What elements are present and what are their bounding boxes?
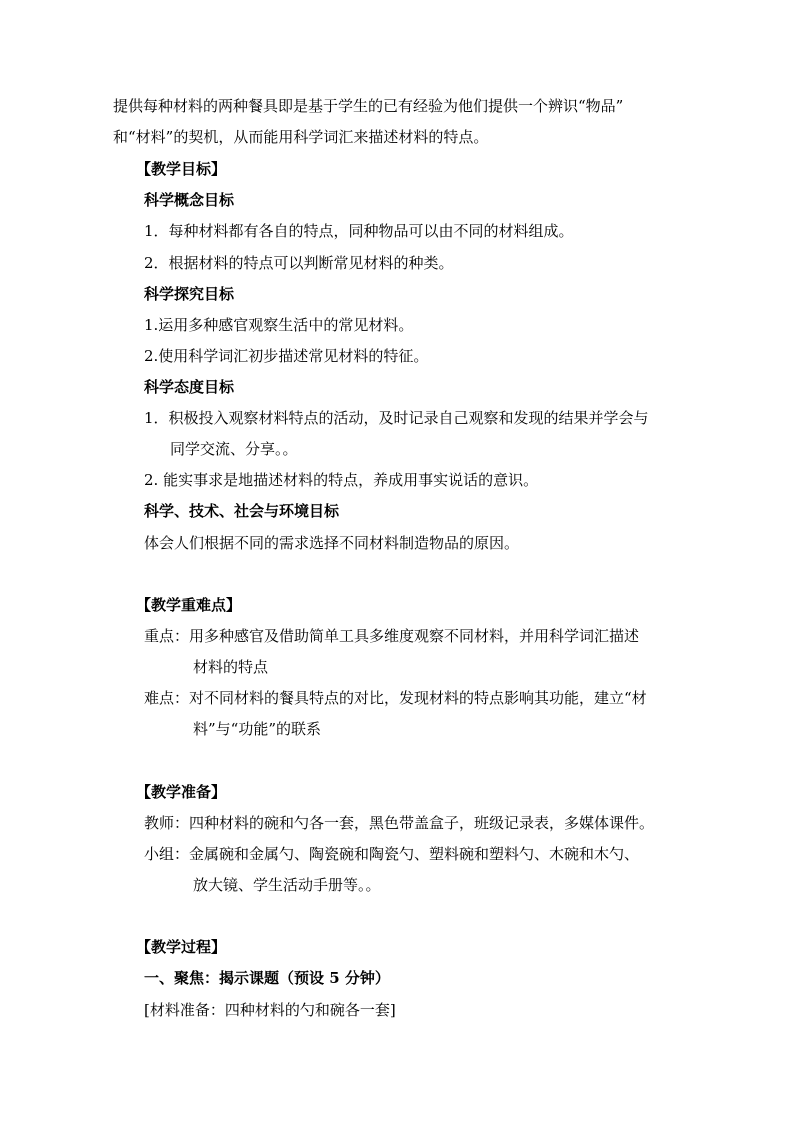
section-heading-preparation: 【教学准备】 (136, 783, 227, 801)
subheading-science-inquiry: 科学探究目标 (144, 285, 235, 303)
section-heading-key-points: 【教学重难点】 (136, 596, 242, 614)
group-preparation-continuation: 放大镜、学生活动手册等。。 (193, 876, 381, 894)
key-point-continuation: 材料的特点 (193, 658, 269, 676)
section-heading-teaching-goals: 【教学目标】 (136, 160, 227, 178)
key-point-line: 重点：用多种感官及借助简单工具多维度观察不同材料，并用科学词汇描述 (144, 627, 640, 645)
teacher-preparation: 教师：四种材料的碗和勺各一套，黑色带盖盒子，班级记录表，多媒体课件。 (144, 814, 655, 832)
list-item: 1．每种材料都有各自的特点，同种物品可以由不同的材料组成。 (144, 222, 574, 240)
paragraph-line: 提供每种材料的两种餐具即是基于学生的已有经验为他们提供一个辨识“物品” (113, 97, 624, 115)
difficult-point-line: 难点：对不同材料的餐具特点的对比，发现材料的特点影响其功能，建立“材 (144, 689, 647, 707)
list-item-continuation: 同学交流、分享。。 (170, 440, 298, 458)
list-item: 2. 能实事求是地描述材料的特点，养成用事实说话的意识。 (144, 471, 539, 489)
list-item: 2．根据材料的特点可以判断常见材料的种类。 (144, 254, 454, 272)
difficult-point-continuation: 料”与“功能”的联系 (193, 720, 322, 738)
subheading-science-concept: 科学概念目标 (144, 191, 235, 209)
group-preparation: 小组：金属碗和金属勺、陶瓷碗和陶瓷勺、塑料碗和塑料勺、木碗和木勺、 (144, 845, 640, 863)
paragraph-line: 和“材料”的契机，从而能用科学词汇来描述材料的特点。 (113, 128, 489, 146)
section-heading-process: 【教学过程】 (136, 938, 227, 956)
list-item: 2.使用科学词汇初步描述常见材料的特征。 (144, 347, 429, 365)
paragraph-line: 体会人们根据不同的需求选择不同材料制造物品的原因。 (144, 534, 520, 552)
process-step-heading: 一、聚焦：揭示课题（预设 5 分钟） (144, 969, 390, 987)
subheading-science-attitude: 科学态度目标 (144, 378, 235, 396)
list-item: 1.运用多种感官观察生活中的常见材料。 (144, 316, 414, 334)
list-item: 1．积极投入观察材料特点的活动，及时记录自己观察和发现的结果并学会与 (144, 409, 649, 427)
subheading-stse: 科学、技术、社会与环境目标 (144, 502, 340, 520)
material-note: [材料准备：四种材料的勺和碗各一套] (144, 1001, 396, 1019)
